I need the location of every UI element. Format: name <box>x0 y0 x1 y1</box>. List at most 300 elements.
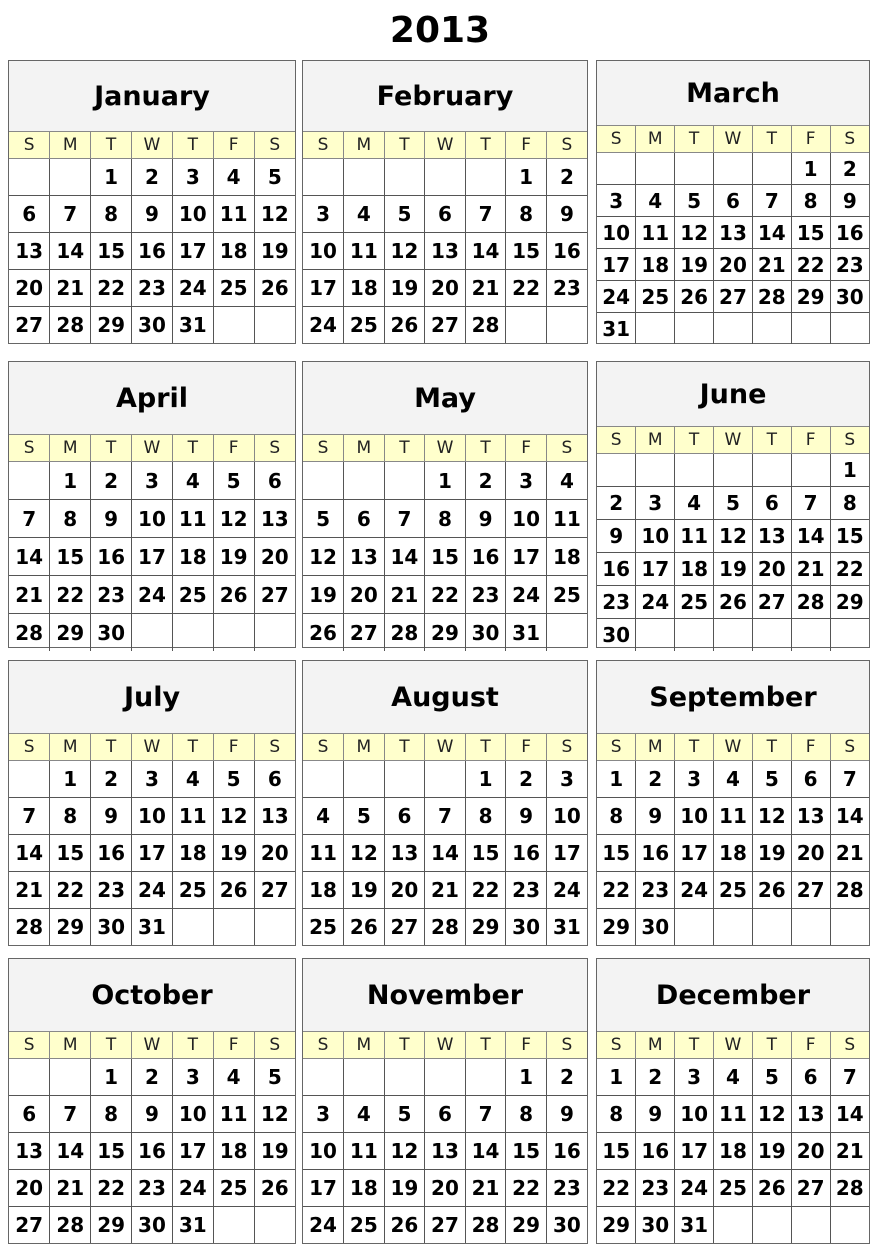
day-cell: 4 <box>344 1096 385 1133</box>
empty-day-cell <box>675 619 714 652</box>
empty-day-cell <box>714 153 753 185</box>
month-days-table <box>597 734 869 945</box>
year-title: 2013 <box>389 10 491 51</box>
day-cell: 21 <box>791 553 830 586</box>
day-cell: 28 <box>830 1170 869 1207</box>
day-cell: 24 <box>303 1207 344 1244</box>
day-cell: 3 <box>132 462 173 500</box>
day-cell: 26 <box>344 909 385 946</box>
day-cell: 6 <box>384 798 425 835</box>
empty-day-cell <box>384 761 425 798</box>
empty-day-cell <box>344 462 385 500</box>
day-cell: 15 <box>465 835 506 872</box>
day-cell: 14 <box>830 798 869 835</box>
weekday-header: M <box>50 734 91 761</box>
day-cell: 6 <box>714 185 753 217</box>
weekday-header: T <box>752 1032 791 1059</box>
day-cell: 20 <box>791 835 830 872</box>
day-cell: 24 <box>546 872 587 909</box>
day-cell: 28 <box>465 307 506 344</box>
day-cell: 25 <box>636 281 675 313</box>
day-cell: 15 <box>50 538 91 576</box>
day-cell: 2 <box>132 1059 173 1096</box>
day-cell: 15 <box>506 1133 547 1170</box>
day-cell: 10 <box>675 1096 714 1133</box>
day-cell: 29 <box>791 281 830 313</box>
day-cell: 3 <box>597 185 636 217</box>
day-cell: 6 <box>344 500 385 538</box>
weekday-header: S <box>303 132 344 159</box>
day-cell: 22 <box>50 872 91 909</box>
day-cell: 29 <box>425 614 466 652</box>
day-cell: 12 <box>752 1096 791 1133</box>
day-cell: 24 <box>506 576 547 614</box>
weekday-header: S <box>830 734 869 761</box>
weekday-header: T <box>172 435 213 462</box>
day-cell: 3 <box>132 761 173 798</box>
day-cell: 23 <box>91 872 132 909</box>
day-cell: 2 <box>546 1059 587 1096</box>
day-cell: 13 <box>384 835 425 872</box>
day-cell: 27 <box>425 1207 466 1244</box>
day-cell: 14 <box>425 835 466 872</box>
day-cell: 13 <box>425 233 466 270</box>
empty-day-cell <box>425 1059 466 1096</box>
empty-day-cell <box>752 909 791 946</box>
empty-day-cell <box>636 454 675 487</box>
empty-day-cell <box>303 761 344 798</box>
day-cell: 28 <box>9 614 50 652</box>
day-cell: 20 <box>9 270 50 307</box>
weekday-header: S <box>597 126 636 153</box>
empty-day-cell <box>752 619 791 652</box>
day-cell: 4 <box>344 196 385 233</box>
day-cell: 25 <box>675 586 714 619</box>
day-cell: 21 <box>465 270 506 307</box>
weekday-header: T <box>91 1032 132 1059</box>
weekday-header: T <box>384 132 425 159</box>
day-cell: 21 <box>384 576 425 614</box>
month-november <box>302 958 588 1244</box>
day-cell: 26 <box>213 576 254 614</box>
day-cell: 18 <box>344 1170 385 1207</box>
weekday-header: S <box>303 1032 344 1059</box>
weekday-header: F <box>506 132 547 159</box>
day-cell: 31 <box>597 313 636 345</box>
day-cell: 16 <box>465 538 506 576</box>
day-cell: 8 <box>91 196 132 233</box>
day-cell: 4 <box>636 185 675 217</box>
day-cell: 19 <box>752 1133 791 1170</box>
day-cell: 29 <box>50 909 91 946</box>
day-cell: 19 <box>303 576 344 614</box>
empty-day-cell <box>9 159 50 196</box>
day-cell: 9 <box>132 196 173 233</box>
day-cell: 19 <box>384 270 425 307</box>
day-cell: 4 <box>546 462 587 500</box>
day-cell: 8 <box>597 1096 636 1133</box>
day-cell: 7 <box>791 487 830 520</box>
day-cell: 17 <box>675 835 714 872</box>
day-cell: 30 <box>546 1207 587 1244</box>
day-cell: 31 <box>172 1207 213 1244</box>
day-cell: 6 <box>254 761 295 798</box>
weekday-header: W <box>132 132 173 159</box>
day-cell: 29 <box>50 614 91 652</box>
day-cell: 11 <box>636 217 675 249</box>
day-cell: 3 <box>506 462 547 500</box>
day-cell: 12 <box>384 1133 425 1170</box>
day-cell: 7 <box>9 798 50 835</box>
day-cell: 18 <box>172 835 213 872</box>
empty-day-cell <box>791 454 830 487</box>
day-cell: 24 <box>132 872 173 909</box>
day-cell: 7 <box>752 185 791 217</box>
empty-day-cell <box>384 1059 425 1096</box>
weekday-header: T <box>384 435 425 462</box>
weekday-header: S <box>303 734 344 761</box>
day-cell: 28 <box>50 1207 91 1244</box>
weekday-header: W <box>425 734 466 761</box>
day-cell: 31 <box>172 307 213 344</box>
day-cell: 9 <box>636 798 675 835</box>
day-cell: 19 <box>213 835 254 872</box>
day-cell: 18 <box>344 270 385 307</box>
day-cell: 2 <box>597 487 636 520</box>
day-cell: 29 <box>465 909 506 946</box>
month-days-table <box>303 435 587 651</box>
day-cell: 21 <box>50 1170 91 1207</box>
day-cell: 17 <box>546 835 587 872</box>
weekday-header: F <box>213 132 254 159</box>
empty-day-cell <box>752 454 791 487</box>
day-cell: 22 <box>465 872 506 909</box>
day-cell: 5 <box>384 1096 425 1133</box>
day-cell: 5 <box>752 761 791 798</box>
day-cell: 4 <box>714 1059 753 1096</box>
day-cell: 30 <box>830 281 869 313</box>
day-cell: 28 <box>425 909 466 946</box>
empty-day-cell <box>506 307 547 344</box>
weekday-header: M <box>636 1032 675 1059</box>
day-cell: 14 <box>9 835 50 872</box>
empty-day-cell <box>465 1059 506 1096</box>
day-cell: 7 <box>830 1059 869 1096</box>
day-cell: 11 <box>675 520 714 553</box>
day-cell: 27 <box>344 614 385 652</box>
day-cell: 30 <box>506 909 547 946</box>
weekday-header: M <box>50 132 91 159</box>
day-cell: 16 <box>132 1133 173 1170</box>
day-cell: 23 <box>132 270 173 307</box>
day-cell: 30 <box>91 614 132 652</box>
empty-day-cell <box>254 1207 295 1244</box>
weekday-header: T <box>675 126 714 153</box>
day-cell: 2 <box>506 761 547 798</box>
day-cell: 22 <box>830 553 869 586</box>
day-cell: 5 <box>213 462 254 500</box>
day-cell: 11 <box>172 500 213 538</box>
day-cell: 13 <box>9 233 50 270</box>
month-august <box>302 660 588 946</box>
day-cell: 26 <box>213 872 254 909</box>
day-cell: 25 <box>303 909 344 946</box>
weekday-header: S <box>830 427 869 454</box>
weekday-header: S <box>597 427 636 454</box>
empty-day-cell <box>830 619 869 652</box>
day-cell: 11 <box>213 196 254 233</box>
weekday-header: S <box>254 734 295 761</box>
day-cell: 2 <box>830 153 869 185</box>
day-cell: 17 <box>506 538 547 576</box>
day-cell: 13 <box>9 1133 50 1170</box>
day-cell: 9 <box>597 520 636 553</box>
day-cell: 12 <box>303 538 344 576</box>
day-cell: 3 <box>636 487 675 520</box>
day-cell: 17 <box>636 553 675 586</box>
day-cell: 13 <box>425 1133 466 1170</box>
day-cell: 10 <box>172 1096 213 1133</box>
day-cell: 19 <box>254 1133 295 1170</box>
weekday-header: T <box>172 1032 213 1059</box>
weekday-header: W <box>714 126 753 153</box>
month-march <box>596 60 870 344</box>
day-cell: 13 <box>752 520 791 553</box>
weekday-header: F <box>506 734 547 761</box>
weekday-header: W <box>425 1032 466 1059</box>
day-cell: 3 <box>172 159 213 196</box>
empty-day-cell <box>465 159 506 196</box>
day-cell: 15 <box>791 217 830 249</box>
day-cell: 11 <box>344 233 385 270</box>
day-cell: 11 <box>714 1096 753 1133</box>
day-cell: 18 <box>303 872 344 909</box>
day-cell: 22 <box>597 1170 636 1207</box>
day-cell: 12 <box>254 196 295 233</box>
weekday-header: W <box>132 734 173 761</box>
day-cell: 3 <box>675 1059 714 1096</box>
weekday-header: S <box>303 435 344 462</box>
weekday-header: M <box>636 734 675 761</box>
day-cell: 22 <box>425 576 466 614</box>
day-cell: 10 <box>597 217 636 249</box>
weekday-header: W <box>714 734 753 761</box>
day-cell: 20 <box>752 553 791 586</box>
day-cell: 16 <box>636 835 675 872</box>
day-cell: 10 <box>172 196 213 233</box>
day-cell: 29 <box>91 307 132 344</box>
empty-day-cell <box>425 159 466 196</box>
empty-day-cell <box>791 1207 830 1244</box>
day-cell: 23 <box>91 576 132 614</box>
day-cell: 19 <box>675 249 714 281</box>
day-cell: 26 <box>303 614 344 652</box>
day-cell: 16 <box>830 217 869 249</box>
day-cell: 14 <box>830 1096 869 1133</box>
day-cell: 6 <box>9 1096 50 1133</box>
day-cell: 26 <box>384 1207 425 1244</box>
day-cell: 8 <box>465 798 506 835</box>
day-cell: 21 <box>752 249 791 281</box>
empty-day-cell <box>791 313 830 345</box>
empty-day-cell <box>9 761 50 798</box>
empty-day-cell <box>213 909 254 946</box>
day-cell: 5 <box>254 1059 295 1096</box>
day-cell: 9 <box>132 1096 173 1133</box>
day-cell: 24 <box>172 1170 213 1207</box>
day-cell: 15 <box>425 538 466 576</box>
month-october <box>8 958 296 1244</box>
empty-day-cell <box>636 153 675 185</box>
month-january <box>8 60 296 344</box>
day-cell: 1 <box>50 462 91 500</box>
weekday-header: F <box>791 734 830 761</box>
month-title: October <box>9 959 295 1032</box>
weekday-header: W <box>132 1032 173 1059</box>
empty-day-cell <box>254 909 295 946</box>
day-cell: 27 <box>425 307 466 344</box>
empty-day-cell <box>303 462 344 500</box>
day-cell: 14 <box>50 1133 91 1170</box>
day-cell: 29 <box>597 1207 636 1244</box>
day-cell: 13 <box>714 217 753 249</box>
day-cell: 2 <box>91 462 132 500</box>
month-title: July <box>9 661 295 734</box>
empty-day-cell <box>132 614 173 652</box>
empty-day-cell <box>254 307 295 344</box>
empty-day-cell <box>9 462 50 500</box>
month-title: March <box>597 61 869 126</box>
empty-day-cell <box>752 1207 791 1244</box>
day-cell: 9 <box>91 500 132 538</box>
day-cell: 11 <box>303 835 344 872</box>
day-cell: 14 <box>50 233 91 270</box>
weekday-header: F <box>506 1032 547 1059</box>
day-cell: 20 <box>791 1133 830 1170</box>
weekday-header: T <box>465 132 506 159</box>
empty-day-cell <box>303 1059 344 1096</box>
day-cell: 1 <box>597 1059 636 1096</box>
weekday-header: T <box>172 734 213 761</box>
day-cell: 7 <box>465 196 506 233</box>
weekday-header: F <box>791 427 830 454</box>
month-days-table <box>597 427 869 651</box>
day-cell: 10 <box>506 500 547 538</box>
empty-day-cell <box>752 313 791 345</box>
day-cell: 31 <box>506 614 547 652</box>
day-cell: 25 <box>172 576 213 614</box>
day-cell: 15 <box>597 835 636 872</box>
day-cell: 24 <box>303 307 344 344</box>
empty-day-cell <box>344 159 385 196</box>
weekday-header: F <box>213 1032 254 1059</box>
day-cell: 17 <box>303 270 344 307</box>
weekday-header: S <box>9 1032 50 1059</box>
day-cell: 26 <box>254 1170 295 1207</box>
day-cell: 8 <box>91 1096 132 1133</box>
day-cell: 12 <box>344 835 385 872</box>
day-cell: 6 <box>791 1059 830 1096</box>
day-cell: 22 <box>50 576 91 614</box>
month-december <box>596 958 870 1244</box>
day-cell: 8 <box>597 798 636 835</box>
weekday-header: T <box>91 132 132 159</box>
day-cell: 16 <box>546 1133 587 1170</box>
weekday-header: M <box>636 126 675 153</box>
day-cell: 24 <box>675 872 714 909</box>
empty-day-cell <box>714 313 753 345</box>
day-cell: 18 <box>675 553 714 586</box>
weekday-header: W <box>714 1032 753 1059</box>
empty-day-cell <box>675 313 714 345</box>
day-cell: 29 <box>830 586 869 619</box>
day-cell: 8 <box>50 500 91 538</box>
day-cell: 3 <box>675 761 714 798</box>
weekday-header: M <box>344 1032 385 1059</box>
day-cell: 5 <box>752 1059 791 1096</box>
month-title: June <box>597 362 869 427</box>
weekday-header: M <box>636 427 675 454</box>
day-cell: 3 <box>546 761 587 798</box>
empty-day-cell <box>636 313 675 345</box>
month-title: December <box>597 959 869 1032</box>
day-cell: 10 <box>636 520 675 553</box>
weekday-header: S <box>546 734 587 761</box>
day-cell: 1 <box>597 761 636 798</box>
weekday-header: S <box>830 1032 869 1059</box>
month-july <box>8 660 296 946</box>
weekday-header: T <box>465 734 506 761</box>
day-cell: 28 <box>465 1207 506 1244</box>
day-cell: 28 <box>384 614 425 652</box>
day-cell: 7 <box>50 1096 91 1133</box>
day-cell: 4 <box>675 487 714 520</box>
month-title: May <box>303 362 587 435</box>
day-cell: 15 <box>830 520 869 553</box>
day-cell: 18 <box>714 835 753 872</box>
day-cell: 25 <box>546 576 587 614</box>
empty-day-cell <box>50 1059 91 1096</box>
day-cell: 1 <box>50 761 91 798</box>
day-cell: 19 <box>384 1170 425 1207</box>
day-cell: 30 <box>597 619 636 652</box>
day-cell: 16 <box>597 553 636 586</box>
empty-day-cell <box>254 614 295 652</box>
day-cell: 9 <box>506 798 547 835</box>
day-cell: 24 <box>675 1170 714 1207</box>
day-cell: 6 <box>254 462 295 500</box>
day-cell: 19 <box>254 233 295 270</box>
day-cell: 25 <box>172 872 213 909</box>
day-cell: 20 <box>714 249 753 281</box>
weekday-header: T <box>172 132 213 159</box>
day-cell: 21 <box>425 872 466 909</box>
weekday-header: T <box>752 734 791 761</box>
day-cell: 1 <box>830 454 869 487</box>
day-cell: 6 <box>752 487 791 520</box>
day-cell: 7 <box>9 500 50 538</box>
empty-day-cell <box>752 153 791 185</box>
day-cell: 13 <box>791 798 830 835</box>
day-cell: 26 <box>384 307 425 344</box>
empty-day-cell <box>830 313 869 345</box>
weekday-header: M <box>344 435 385 462</box>
day-cell: 28 <box>830 872 869 909</box>
weekday-header: W <box>425 132 466 159</box>
day-cell: 23 <box>465 576 506 614</box>
month-days-table <box>303 1032 587 1243</box>
day-cell: 20 <box>254 538 295 576</box>
